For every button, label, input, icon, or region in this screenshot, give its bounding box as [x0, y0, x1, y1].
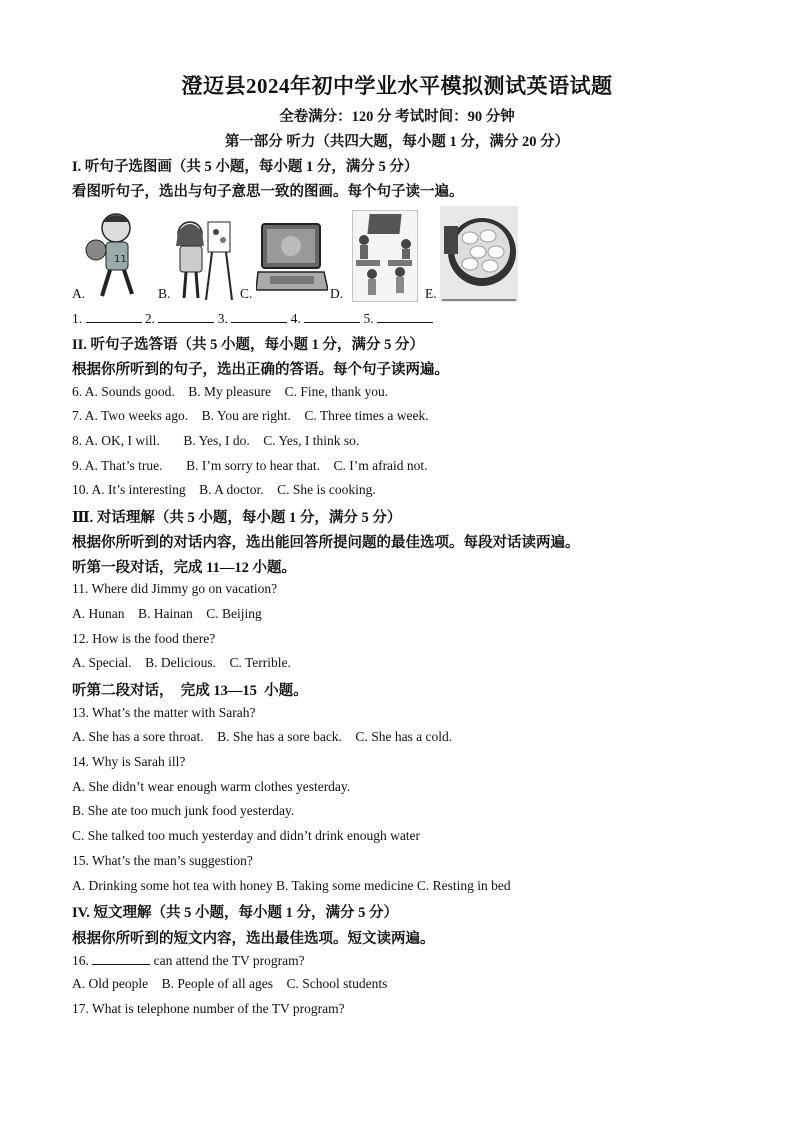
classroom-picture	[352, 210, 418, 302]
picture-label-c: C.	[240, 286, 253, 301]
answer-blank-4[interactable]	[304, 310, 360, 323]
section2-instruction: 根据你所听到的句子，选出正确的答语。每个句子读两遍。	[72, 362, 449, 378]
question-12-options: A. Special. B. Delicious. C. Terrible.	[72, 655, 291, 670]
dumplings-picture	[440, 206, 518, 302]
question-9: 9. A. That’s true. B. I’m sorry to hear that. C. I’m afraid not.	[72, 458, 428, 473]
section3-heading: Ⅲ. 对话理解（共 5 小题，每小题 1 分，满分 5 分）	[72, 510, 402, 526]
dialog2-instruction: 听第二段对话， 完成 13—15 小题。	[72, 683, 308, 699]
picture-label-a: A.	[72, 286, 86, 301]
picture-label-e: E.	[425, 286, 437, 301]
question-15-options: A. Drinking some hot tea with honey B. Taking some medicine C. Resting in bed	[72, 878, 511, 893]
laptop-picture	[256, 220, 328, 302]
section4-heading: IV. 短文理解（共 5 小题，每小题 1 分，满分 5 分）	[72, 905, 398, 921]
section3-instruction: 根据你所听到的对话内容，选出能回答所提问题的最佳选项。每段对话读两遍。	[72, 535, 580, 551]
question-12: 12. How is the food there?	[72, 631, 216, 646]
page-title: 澄迈县2024年初中学业水平模拟测试英语试题	[181, 74, 613, 98]
question-16	[72, 952, 305, 969]
section1-instruction: 看图听句子，选出与句子意思一致的图画。每个句子读一遍。	[72, 184, 464, 200]
blank-label-5: 5.	[363, 311, 374, 326]
question-7: 7. A. Two weeks ago. B. You are right. C. Three times a week.	[72, 408, 429, 423]
question-15: 15. What’s the man’s suggestion?	[72, 853, 253, 868]
question-14-option-c: C. She talked too much yesterday and didn’t drink enough water	[72, 828, 421, 843]
blank-label-1: 1.	[72, 311, 83, 326]
section4-instruction: 根据你所听到的短文内容，选出最佳选项。短文读两遍。	[72, 931, 435, 947]
blank-label-4: 4.	[290, 311, 301, 326]
answer-blanks-row	[72, 310, 433, 327]
dialog1-instruction: 听第一段对话，完成 11—12 小题。	[72, 560, 296, 576]
blank-label-3: 3.	[217, 311, 228, 326]
blank-label-2: 2.	[144, 311, 155, 326]
picture-row	[72, 200, 532, 302]
question-11: 11. Where did Jimmy go on vacation?	[72, 581, 278, 596]
question-16-number: 16.	[72, 953, 89, 968]
answer-blank-1[interactable]	[86, 310, 142, 323]
section1-heading: I. 听句子选图画（共 5 小题，每小题 1 分，满分 5 分）	[72, 159, 419, 175]
question-14-option-a: A. She didn’t wear enough warm clothes yesterday.	[72, 779, 351, 794]
question-13-options: A. She has a sore throat. B. She has a sore back. C. She has a cold.	[72, 729, 453, 744]
question-16-options: A. Old people B. People of all ages C. School students	[72, 976, 388, 991]
question-16-text: can attend the TV program?	[153, 953, 305, 968]
exam-info: 全卷满分：120 分 考试时间：90 分钟	[279, 109, 515, 125]
question-6: 6. A. Sounds good. B. My pleasure C. Fine, thank you.	[72, 384, 389, 399]
part-heading: 第一部分 听力（共四大题，每小题 1 分，满分 20 分）	[224, 134, 570, 150]
question-8: 8. A. OK, I will. B. Yes, I do. C. Yes, I think so.	[72, 433, 360, 448]
question-10: 10. A. It’s interesting B. A doctor. C. She is cooking.	[72, 482, 376, 497]
answer-blank-2[interactable]	[158, 310, 214, 323]
question-13: 13. What’s the matter with Sarah?	[72, 705, 256, 720]
picture-label-d: D.	[330, 286, 344, 301]
question-16-blank[interactable]	[92, 952, 150, 965]
girl-painting-picture	[170, 216, 236, 302]
section2-heading: II. 听句子选答语（共 5 小题，每小题 1 分，满分 5 分）	[72, 337, 425, 353]
answer-blank-3[interactable]	[231, 310, 287, 323]
question-11-options: A. Hunan B. Hainan C. Beijing	[72, 606, 262, 621]
question-17: 17. What is telephone number of the TV program?	[72, 1001, 345, 1016]
svg-text:11: 11	[114, 254, 127, 265]
answer-blank-5[interactable]	[377, 310, 433, 323]
question-14: 14. Why is Sarah ill?	[72, 754, 186, 769]
basketball-boy-picture	[84, 210, 144, 302]
question-14-option-b: B. She ate too much junk food yesterday.	[72, 803, 295, 818]
picture-label-b: B.	[158, 286, 171, 301]
